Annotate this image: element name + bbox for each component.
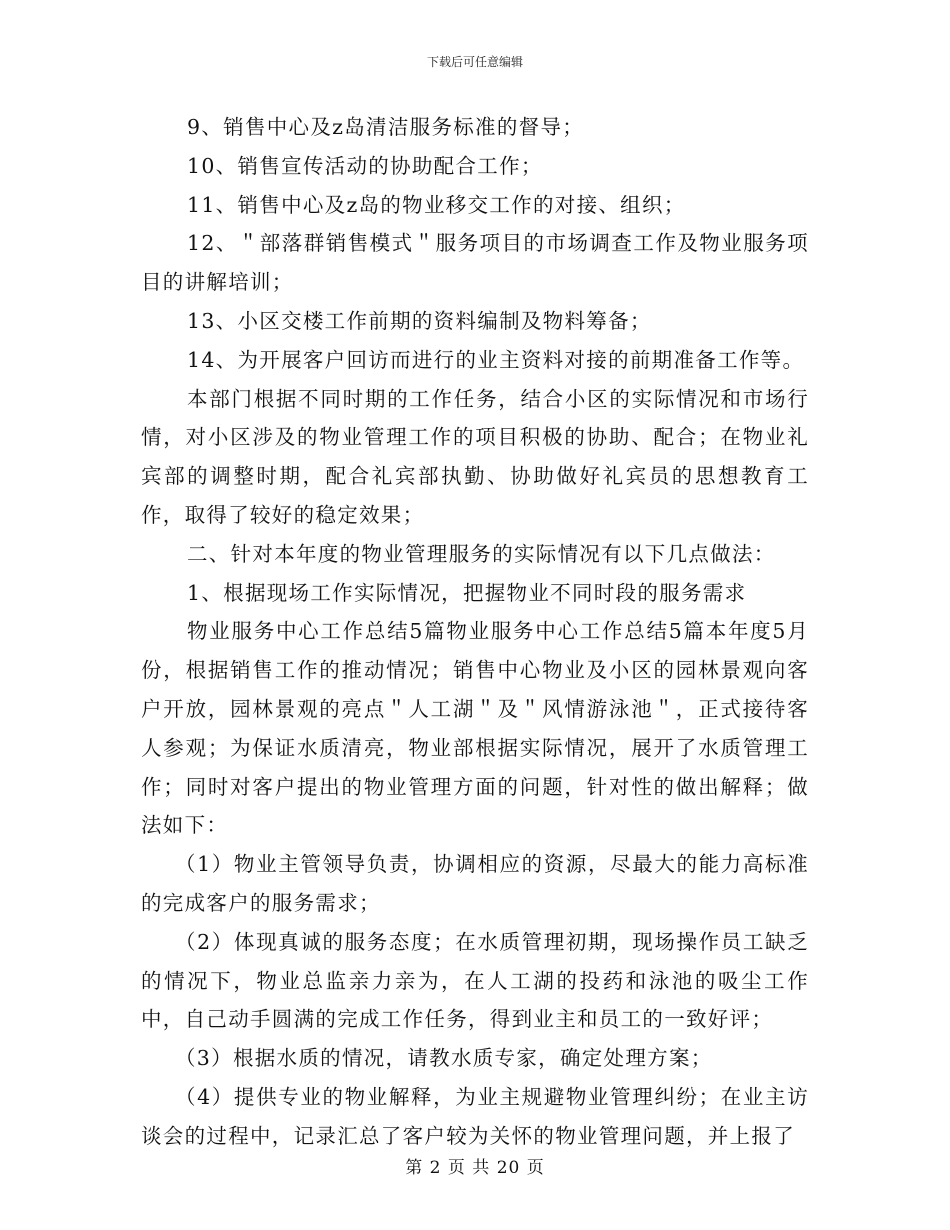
page-footer — [0, 1153, 950, 1178]
paragraph-point-1: （1）物业主管领导负责，协调相应的资源，尽最大的能力高标准的完成客户的服务需求； — [141, 852, 809, 915]
paragraph-item-14: 14、为开展客户回访而进行的业主资料对接的前期准备工作等。 — [187, 347, 805, 372]
subsection-heading-1: 1、根据现场工作实际情况，把握物业不同时段的服务需求 — [187, 580, 747, 605]
paragraph-point-2: （2）体现真诚的服务态度；在水质管理初期，现场操作员工缺乏的情况下，物业总监亲力亲为，在人工湖的投药和泳池的吸尘工作中，自己动手圆满的完成工作任务，得到业主和员工的一致好评； — [141, 929, 809, 1032]
paragraph-point-3: （3）根据水质的情况，请教水质专家，确定处理方案； — [175, 1046, 713, 1071]
paragraph-service-center: 物业服务中心工作总结5篇物业服务中心工作总结5篇本年度5月份，根据销售工作的推动情况；销售中心物业及小区的园林景观向客户开放，园林景观的亮点＂人工湖＂及＂风情游泳池＂，正式接待客人参观；为保证水质清亮，物业部根据实际情况，展开了水质管理工作；同时对客户提出的物业管理方面的问题，针对性的做出解释；做法如下： — [141, 619, 809, 838]
page-header: 下载后可任意编辑 — [426, 55, 523, 69]
paragraph-item-10: 10、销售宣传活动的协助配合工作； — [187, 153, 543, 178]
section-heading-2: 二、针对本年度的物业管理服务的实际情况有以下几点做法： — [187, 541, 776, 566]
document-body — [141, 108, 809, 1156]
paragraph-item-11: 11、销售中心及z岛的物业移交工作的对接、组织； — [187, 192, 686, 217]
page-number-label: 第 2 页 共 20 页 — [405, 1158, 545, 1178]
paragraph-item-13: 13、小区交楼工作前期的资料编制及物料筹备； — [187, 308, 652, 333]
paragraph-item-9: 9、销售中心及z岛清洁服务标准的督导； — [187, 115, 585, 139]
paragraph-department-summary: 本部门根据不同时期的工作任务，结合小区的实际情况和市场行情，对小区涉及的物业管理工作的项目积极的协助、配合；在物业礼宾部的调整时期，配合礼宾部执勤、协助做好礼宾员的思想教育工作，取得了较好的稳定效果； — [141, 386, 809, 527]
paragraph-point-4: （4）提供专业的物业解释，为业主规避物业管理纠纷；在业主访谈会的过程中，记录汇总了客户较为关怀的物业管理问题，并上报了 — [141, 1084, 809, 1148]
paragraph-item-12: 12、＂部落群销售模式＂服务项目的市场调查工作及物业服务项目的讲解培训； — [141, 231, 809, 295]
